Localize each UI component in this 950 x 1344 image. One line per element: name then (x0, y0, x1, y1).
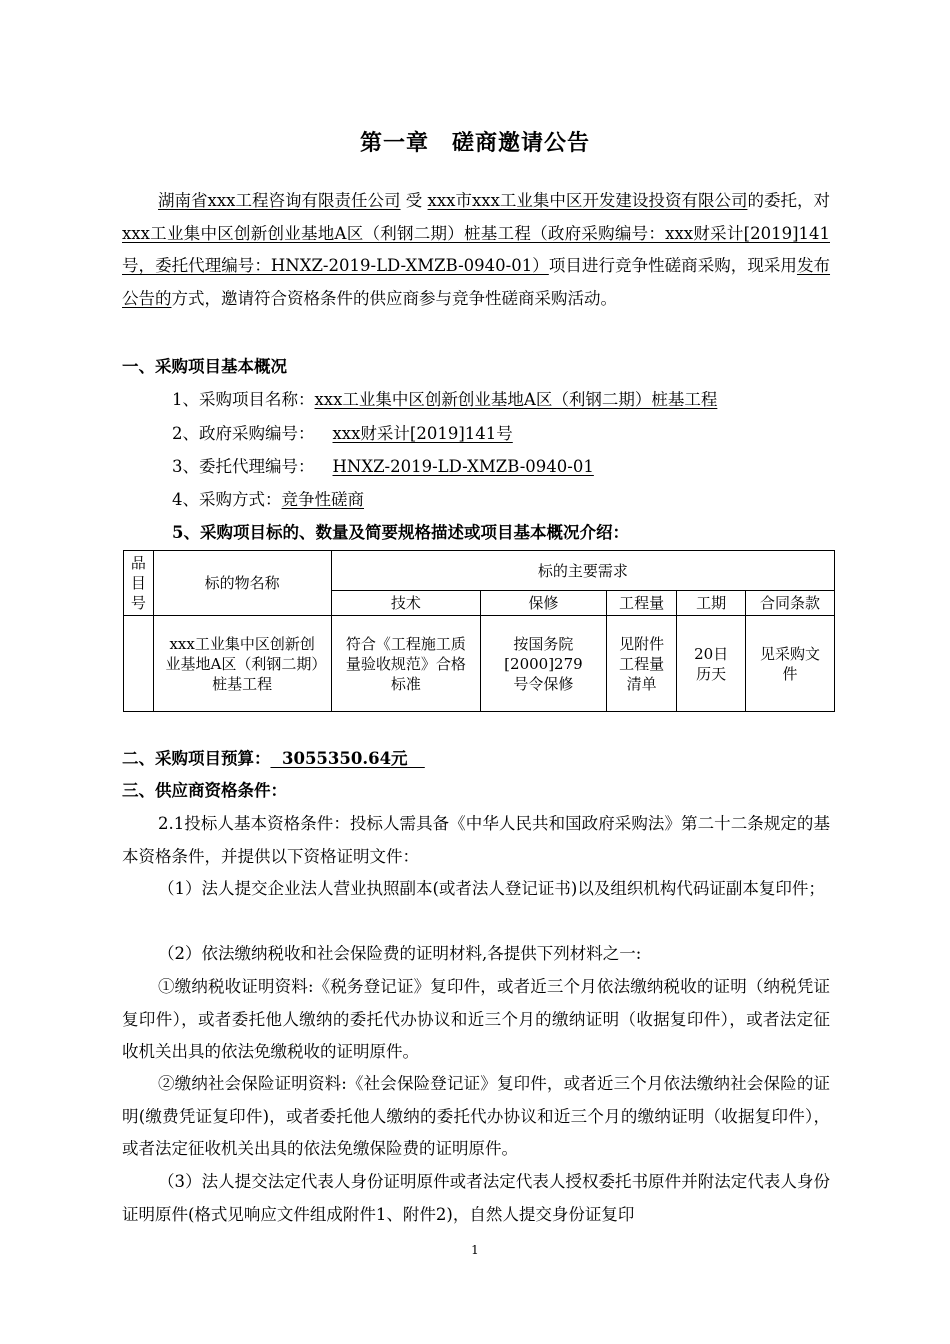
section3-heading: 三、供应商资格条件： (122, 781, 287, 800)
table-row (124, 616, 835, 712)
item1: 1、采购项目名称：xxx工业集中区创新创业基地A区（利钢二期）桩基工程 (172, 390, 718, 409)
page-number: 1 (471, 1243, 479, 1257)
cell-contract: 见采购文件 (745, 616, 834, 712)
project-ref: xxx工业集中区创新创业基地A区（利钢二期）桩基工程（政府采购编号：xxx财采计[2019]141号，委托代理编号：HNXZ-2019-LD-XMZB-0940-01） (122, 223, 830, 275)
header-quantity: 工程量 (606, 591, 677, 616)
item3: 3、委托代理编号： HNXZ-2019-LD-XMZB-0940-01 (172, 457, 594, 476)
item4: 4、采购方式：竞争性磋商 (172, 490, 364, 509)
agency-name: 湖南省xxx工程咨询有限责任公司 (158, 191, 401, 210)
client-name: xxx市xxx工业集中区开发建设投资有限公司 (427, 191, 748, 210)
item5: 5、采购项目标的、数量及简要规格描述或项目基本概况介绍： (172, 523, 629, 542)
header-item-no: 品目号 (124, 551, 154, 616)
cell-warranty: 按国务院[2000]279号令保修 (481, 616, 607, 712)
item2: 2、政府采购编号： xxx财采计[2019]141号 (172, 424, 513, 443)
section2-heading: 二、采购项目预算： 3055350.64元 (122, 749, 425, 768)
qual-paragraph-6: （3）法人提交法定代表人身份证明原件或者法定代表人授权委托书原件并附法定代表人身份证明原件(格式见响应文件组成附件1、附件2)，自然人提交身份证复印 (122, 1172, 830, 1224)
spec-table (123, 550, 835, 712)
qual-paragraph-3: （2）依法缴纳税收和社会保险费的证明材料,各提供下列材料之一: (158, 944, 642, 963)
header-warranty: 保修 (481, 591, 607, 616)
budget-amount: 3055350.64元 (270, 749, 425, 768)
publish-method: 发布公告的 (122, 256, 831, 308)
header-main-requirements: 标的主要需求 (331, 551, 834, 591)
intro-paragraph: 湖南省xxx工程咨询有限责任公司 受 xxx市xxx工业集中区开发建设投资有限公司的委托，对xxx工业集中区创新创业基地A区（利钢二期）桩基工程（政府采购编号：xxx财采计[2019]141号，委托代理编号：HNXZ-2019-LD-XMZB-0940-01）项目进行竞争性磋商采购，现采用发布公告的方式，邀请符合资格条件的供应商参与竞争性磋商采购活动。 (122, 191, 831, 308)
cell-item-name: xxx工业集中区创新创业基地A区（利钢二期）桩基工程 (153, 616, 331, 712)
chapter-title: 第一章 磋商邀请公告 (359, 130, 590, 156)
header-tech: 技术 (331, 591, 480, 616)
qual-paragraph-4: ①缴纳税收证明资料:《税务登记证》复印件，或者近三个月依法缴纳税收的证明（纳税凭证复印件），或者委托他人缴纳的委托代办协议和近三个月的缴纳证明（收据复印件），或者法定征收机关出具的依法免缴税收的证明原件。 (122, 977, 830, 1061)
cell-quantity: 见附件工程量清单 (606, 616, 677, 712)
cell-period: 20日历天 (677, 616, 746, 712)
qual-paragraph-1: 2.1投标人基本资格条件：投标人需具备《中华人民共和国政府采购法》第二十二条规定的基本资格条件，并提供以下资格证明文件： (122, 814, 830, 866)
header-period: 工期 (677, 591, 746, 616)
cell-item-no (124, 616, 154, 712)
qual-paragraph-2: （1）法人提交企业法人营业执照副本(或者法人登记证书)以及组织机构代码证副本复印件； (158, 879, 825, 898)
qual-paragraph-5: ②缴纳社会保险证明资料:《社会保险登记证》复印件，或者近三个月依法缴纳社会保险的证明(缴费凭证复印件)，或者委托他人缴纳的委托代办协议和近三个月的缴纳证明（收据复印件），或者法定征收机关出具的依法免缴保险费的证明原件。 (122, 1074, 830, 1158)
header-contract: 合同条款 (745, 591, 834, 616)
cell-tech: 符合《工程施工质量验收规范》合格标准 (331, 616, 480, 712)
section1-heading: 一、采购项目基本概况 (122, 357, 287, 376)
header-item-name: 标的物名称 (153, 551, 331, 616)
